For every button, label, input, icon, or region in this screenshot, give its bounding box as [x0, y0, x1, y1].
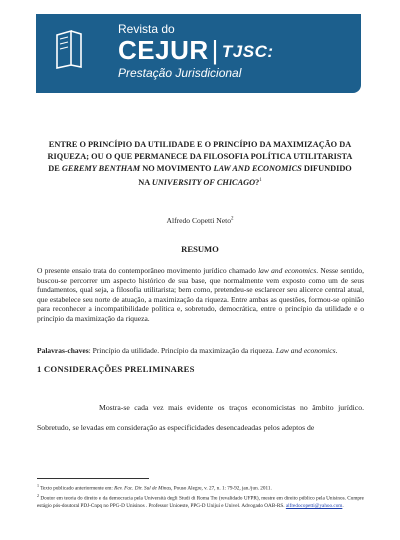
title-line-1: ENTRE O PRINCÍPIO DA UTILIDADE E O PRINCÍPIO DA MAXIMIZAÇÃO DA	[48, 140, 352, 149]
banner-revista: Revista do	[118, 22, 175, 36]
title-line-3-italic: GEREMY BENTHAM	[61, 164, 141, 173]
section-heading: 1 CONSIDERAÇÕES PRELIMINARES	[37, 364, 195, 374]
keywords	[37, 346, 364, 356]
abstract-post: . Nesse sentido, buscou-se percorrer um aspecto histórico de sua base, que normalmente vem exposto como um de seus fundamentos, qual seja, a filosofia utilitarista; bem como, pretendeu-se esclarecer seu alicerce central atual, que estabelece seu norte de atuação, a maximização da riqueza. Entre ambas as questões, formou-se opinião para reconhecer a incompatibilidade política e, sobretudo, democrática, entre o princípio da utilidade e o princípio da maximização da riqueza.	[37, 266, 364, 323]
body-paragraph	[37, 398, 364, 438]
author-footnote-mark[interactable]: 2	[231, 216, 234, 222]
resumo-heading: RESUMO	[181, 244, 219, 254]
abstract-text	[37, 266, 364, 324]
footnote-2-text: Doutor em teoria do direito e da democracia pela Università degli Studi di Roma Tre (revalidado UFPR), mestre em direito público pela Unisinos. Cumpre estágio pós-doutoral PDJ-Cnpq no PPG-D Unisinos . Professor Unioeste, PPG-D Unijuí e Univel. Advogado OAB-RS.	[37, 496, 364, 509]
book-icon	[54, 29, 84, 69]
footnote-rule	[37, 478, 149, 479]
footnote-1	[37, 483, 364, 492]
title-line-2: RIQUEZA; OU O QUE PERMANECE DA FILOSOFIA POLÍTICA UTILITARISTA	[47, 152, 353, 161]
title-footnote-mark[interactable]: 1	[259, 178, 262, 183]
title-line-4-pre: NA	[138, 177, 152, 187]
footnotes	[37, 483, 364, 511]
author-line	[0, 216, 400, 225]
title-line-3-post: DIFUNDIDO	[301, 164, 352, 173]
banner-subtitle: Prestação Jurisdicional	[118, 66, 242, 80]
body-paragraph-text: Mostra-se cada vez mais evidente os traços economicistas no âmbito jurídico. Sobretudo, se levadas em consideração as especificidades desencadeadas pelos adeptos de	[37, 403, 364, 432]
footnote-2-mark: 2	[37, 493, 39, 499]
title-line-4-post: ?	[255, 177, 260, 187]
banner-text	[118, 22, 274, 80]
keywords-text: : Princípio da utilidade. Princípio da maximização da riqueza.	[88, 346, 276, 355]
title-line-3	[44, 163, 356, 175]
footnote-1-mark: 1	[37, 483, 39, 488]
author-email-link[interactable]: alfredocopetti@yahoo.com	[285, 502, 343, 509]
title-line-3-mid: NO MOVIMENTO	[140, 164, 214, 173]
banner-cejur: CEJUR	[118, 35, 209, 65]
title-line-4-italic: UNIVERSITY OF CHICAGO	[151, 177, 256, 187]
title-line-3-italic2: LAW AND ECONOMICS	[213, 164, 302, 173]
title-line-3-pre: DE	[48, 164, 62, 173]
abstract-italic: law and economics	[258, 266, 317, 275]
keywords-label: Palavras-chaves	[37, 346, 89, 355]
abstract-pre: O presente ensaio trata do contemporâneo movimento jurídico chamado	[37, 266, 259, 275]
footnote-1-italic: Rev. Fac. Dir. Sul de Minas	[114, 485, 172, 492]
article-title	[44, 139, 356, 189]
banner-tjsc: TJSC:	[221, 42, 274, 61]
keywords-end: .	[335, 346, 338, 355]
footnote-1-pre: Texto publicado anteriormente em:	[39, 485, 115, 492]
keywords-italic: Law and economics	[275, 346, 336, 355]
footnote-2-end: .	[342, 502, 344, 509]
banner-separator: |	[211, 35, 219, 65]
banner-title	[118, 36, 274, 66]
author-name: Alfredo Copetti Neto	[166, 216, 232, 225]
footnote-2	[37, 493, 364, 509]
journal-banner	[36, 14, 361, 93]
footnote-1-post: , Pouso Alegre, v. 27, n. 1: 79-92, jan./jun. 2011.	[171, 485, 272, 492]
title-line-4	[44, 175, 356, 189]
